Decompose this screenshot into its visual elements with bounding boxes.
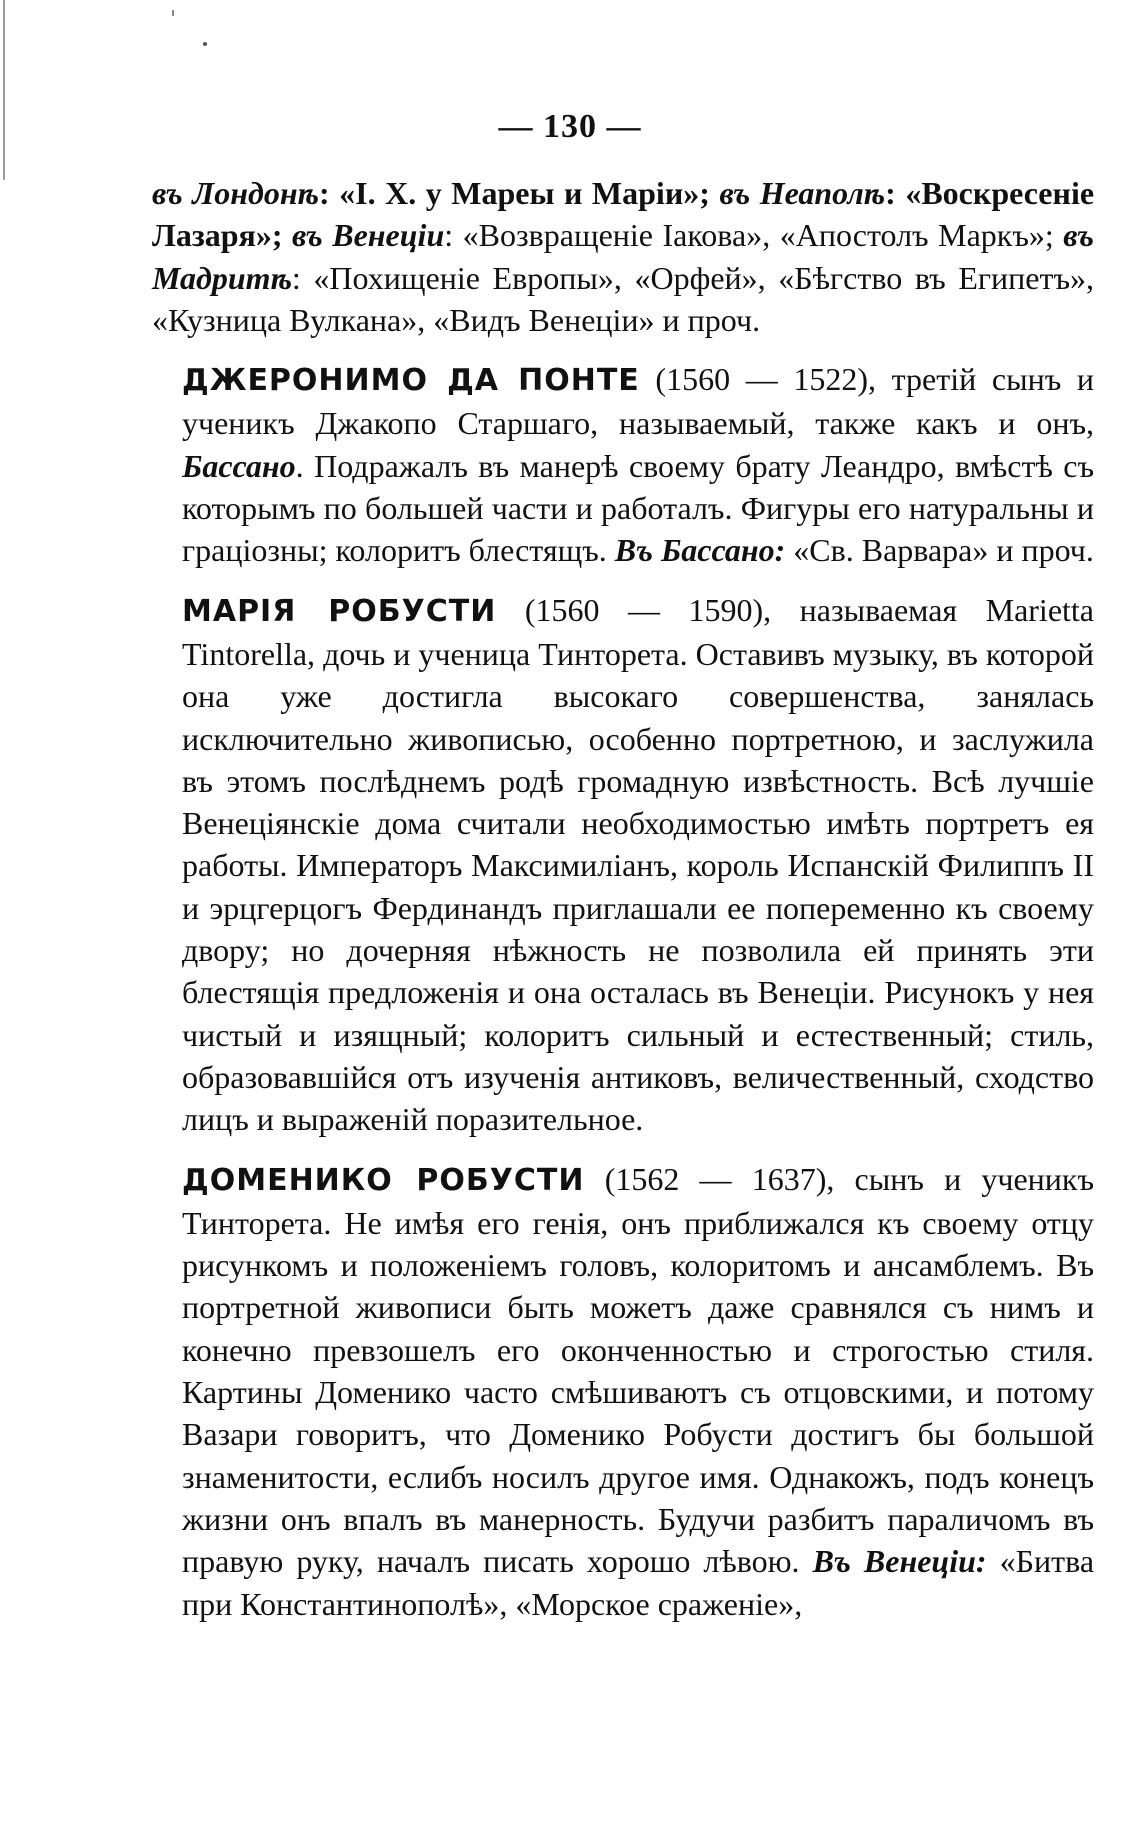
- london-works: : «I. Х. у Мареы и Маріи»;: [318, 175, 720, 211]
- naples-works: : «Воскресеніе Лазаря»;: [152, 175, 1095, 254]
- place-venice-domenico: Въ Венеціи:: [812, 1543, 987, 1580]
- place-london: въ Лондонѣ: [152, 175, 319, 211]
- bassano-nickname: Бассано: [182, 447, 296, 484]
- artist-name-da-ponte: ДЖЕРОНИМО ДА ПОНТЕ: [182, 363, 640, 399]
- place-naples: въ Неаполѣ: [719, 175, 886, 211]
- scan-speck: [203, 42, 207, 46]
- paragraph-maria-robusti: [152, 589, 1094, 1141]
- madrid-works: : «Похищеніе Европы», «Орфей», «Бѣгство въ Египетъ», «Кузница Вулкана», «Видъ Венеціи» и проч.: [152, 259, 1094, 338]
- da-ponte-text-2: . Подражалъ въ манерѣ своему брату Леандро, вмѣстѣ съ которымъ по большей части и работалъ. Фигуры его натуральны и граціозны; колоритъ блестящъ.: [182, 447, 1094, 569]
- scan-edge-line: [3, 0, 5, 180]
- domenico-robusti-text-1: (1562 — 1637), сынъ и ученикъ Тинторета. Не имѣя его генія, онъ приближался къ своему отцу рисункомъ и положеніемъ головъ, колоритомъ и ансамблемъ. Въ портретной живописи быть можетъ даже сравнялся съ нимъ и конечно превзошелъ его оконченностью и строгостью стиля. Картины Доменико часто смѣшиваютъ съ отцовскими, и потому Вазари говоритъ, что Доменико Робусти достигъ бы большой знаменитости, еслибъ носилъ другое имя. Однакожъ, подъ конецъ жизни онъ впалъ въ манерность. Будучи разбитъ параличомъ въ правую руку, началъ писать хорошо лѣвою.: [182, 1160, 1095, 1580]
- artist-name-domenico-robusti: ДОМЕНИКО РОБУСТИ: [182, 1162, 585, 1198]
- da-ponte-text-1: (1560 — 1522), третій сынъ и ученикъ Джакопо Старшаго, называемый, также какъ и онъ,: [182, 361, 1095, 442]
- paragraph-continuation: [152, 172, 1094, 341]
- body-text: [152, 172, 1094, 1642]
- da-ponte-text-3: «Св. Варвара» и проч.: [785, 532, 1094, 569]
- scan-mark: [172, 10, 174, 16]
- venice-works: : «Возвращеніе Іакова», «Апостолъ Маркъ»;: [444, 217, 1064, 254]
- place-bassano: Въ Бассано:: [614, 532, 786, 569]
- maria-robusti-text: (1560 — 1590), называемая Marietta Tintorella, дочь и ученица Тинторета. Оставивъ музыку, въ которой она уже достигла высокаго совершенства, занялась исключительно живописью, особенно портретною, и заслужила въ этомъ послѣднемъ родѣ громадную извѣстность. Всѣ лучшіе Венеціянскіе дома считали необходимостью имѣть портретъ ея работы. Императоръ Максимиліанъ, король Испанскій Филиппъ II и эрцгерцогъ Фердинандъ приглашали ее попеременно къ своему двору; но дочерняя нѣжность не позволила ей принять эти блестящія предложенія и она осталась въ Венеціи. Рисунокъ у нея чистый и изящный; колоритъ сильный и естественный; стиль, образовавшійся отъ изученія антиковъ, величественный, сходство лицъ и выраженій поразительное.: [182, 591, 1095, 1138]
- paragraph-domenico-robusti: [152, 1158, 1094, 1625]
- domenico-robusti-text-2: «Битва при Константинополѣ», «Морское сраженіе»,: [182, 1543, 1095, 1622]
- page-number: — 130 —: [498, 108, 642, 145]
- place-venice: въ Венеціи: [291, 217, 445, 254]
- place-madrid: въ Мадритѣ: [152, 217, 1094, 296]
- artist-name-maria-robusti: МАРІЯ РОБУСТИ: [182, 593, 497, 629]
- paragraph-da-ponte: [152, 358, 1094, 571]
